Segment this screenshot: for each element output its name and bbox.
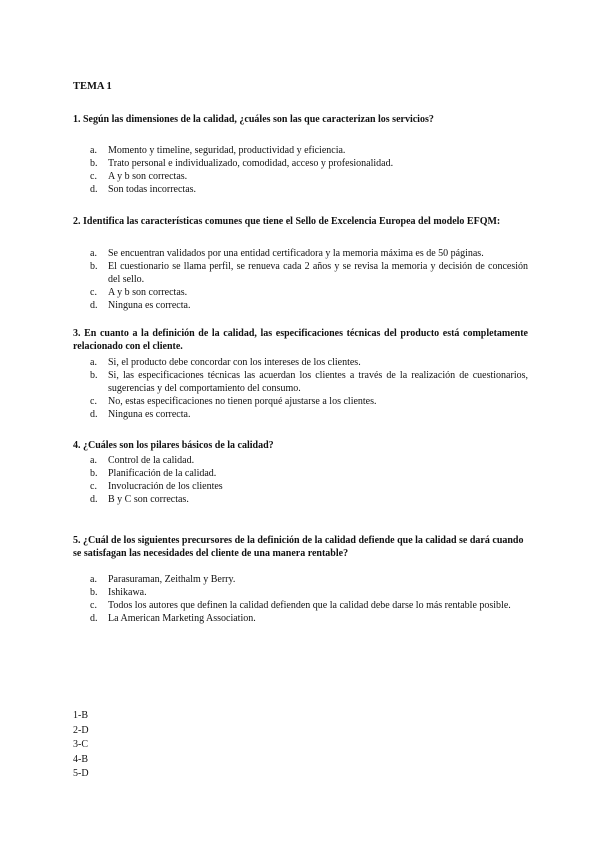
option-letter: c. [90, 600, 97, 611]
answer-5: 5-D [73, 768, 89, 779]
option-4b [90, 467, 528, 480]
option-text: Involucración de los clientes [108, 481, 223, 492]
option-text: Se encuentran validados por una entidad certificadora y la memoria máxima es de 50 páginas. [108, 248, 484, 259]
option-5c [90, 599, 528, 612]
option-1c [90, 170, 528, 183]
option-letter: c. [90, 396, 97, 407]
option-1a [90, 144, 528, 157]
answer-key [73, 709, 89, 782]
option-letter: d. [90, 184, 98, 195]
option-letter: d. [90, 613, 98, 624]
option-letter: c. [90, 171, 97, 182]
question-2-options [90, 247, 528, 312]
option-text: Planificación de la calidad. [108, 468, 217, 479]
option-text: Control de la calidad. [108, 455, 195, 466]
question-3: 3. En cuanto a la definición de la calidad, las especificaciones técnicas del producto está completamente relacionado con el cliente. [73, 328, 528, 352]
option-3b [90, 369, 528, 395]
question-3-options [90, 356, 528, 421]
option-text: B y C son correctas. [108, 494, 189, 505]
option-4c [90, 480, 528, 493]
option-2d [90, 299, 528, 312]
option-letter: d. [90, 300, 98, 311]
option-2b [90, 260, 528, 286]
option-5a [90, 573, 528, 586]
option-text: La American Marketing Association. [108, 613, 256, 624]
option-letter: a. [90, 574, 97, 585]
answer-3: 3-C [73, 739, 88, 750]
option-4d [90, 493, 528, 506]
option-letter: a. [90, 455, 97, 466]
option-5d [90, 612, 528, 625]
page-title: TEMA 1 [73, 81, 112, 92]
option-letter: b. [90, 587, 98, 598]
answer-4: 4-B [73, 753, 88, 765]
option-letter: a. [90, 145, 97, 156]
question-5-options [90, 573, 528, 625]
option-5b [90, 586, 528, 599]
option-letter: a. [90, 248, 97, 259]
option-letter: c. [90, 481, 97, 492]
option-text: No, estas especificaciones no tienen porqué ajustarse a los clientes. [108, 396, 377, 407]
option-text: Trato personal e individualizado, comodidad, acceso y profesionalidad. [108, 158, 394, 169]
option-text: Todos los autores que definen la calidad defienden que la calidad debe darse lo más rentable posible. [108, 600, 511, 611]
option-text: Momento y timeline, seguridad, productividad y eficiencia. [108, 145, 346, 156]
option-letter: d. [90, 494, 98, 505]
option-text: Ishikawa. [108, 587, 147, 598]
option-text: Parasuraman, Zeithalm y Berry. [108, 574, 236, 585]
option-text: Son todas incorrectas. [108, 184, 197, 195]
option-text: A y b son correctas. [108, 171, 188, 182]
option-letter: b. [90, 158, 98, 169]
option-1d [90, 183, 528, 196]
question-5: 5. ¿Cuál de los siguientes precursores de la definición de la calidad defiende que la calidad se dará cuando se satisfagan las necesidades del cliente de una manera rentable? [73, 535, 524, 559]
option-text: A y b son correctas. [108, 287, 188, 298]
option-letter: b. [90, 370, 98, 381]
option-4a [90, 454, 528, 467]
option-3c [90, 395, 528, 408]
option-text: Si, las especificaciones técnicas las acuerdan los clientes a través de la realización de cuestionarios, sugerencias y del comportamiento del consumo. [108, 370, 528, 394]
option-1b [90, 157, 528, 170]
option-letter: a. [90, 357, 97, 368]
option-text: El cuestionario se llama perfil, se renueva cada 2 años y se revisa la memoria y decisión de concesión del sello. [108, 261, 528, 285]
question-1: 1. Según las dimensiones de la calidad, ¿cuáles son las que caracterizan los servicios? [73, 114, 434, 125]
question-4: 4. ¿Cuáles son los pilares básicos de la calidad? [73, 440, 274, 451]
option-3d [90, 408, 528, 421]
option-text: Si, el producto debe concordar con los intereses de los clientes. [108, 357, 361, 368]
option-2c [90, 286, 528, 299]
option-2a [90, 247, 528, 260]
question-4-options [90, 454, 528, 506]
option-letter: c. [90, 287, 97, 298]
option-text: Ninguna es correcta. [108, 300, 191, 311]
question-1-options [90, 144, 528, 196]
question-2: 2. Identifica las características comunes que tiene el Sello de Excelencia Europea del modelo EFQM: [73, 216, 501, 227]
option-letter: b. [90, 468, 98, 479]
answer-2: 2-D [73, 724, 89, 736]
option-letter: b. [90, 261, 98, 272]
option-letter: d. [90, 409, 98, 420]
option-3a [90, 356, 528, 369]
answer-1: 1-B [73, 710, 88, 721]
option-text: Ninguna es correcta. [108, 409, 191, 420]
